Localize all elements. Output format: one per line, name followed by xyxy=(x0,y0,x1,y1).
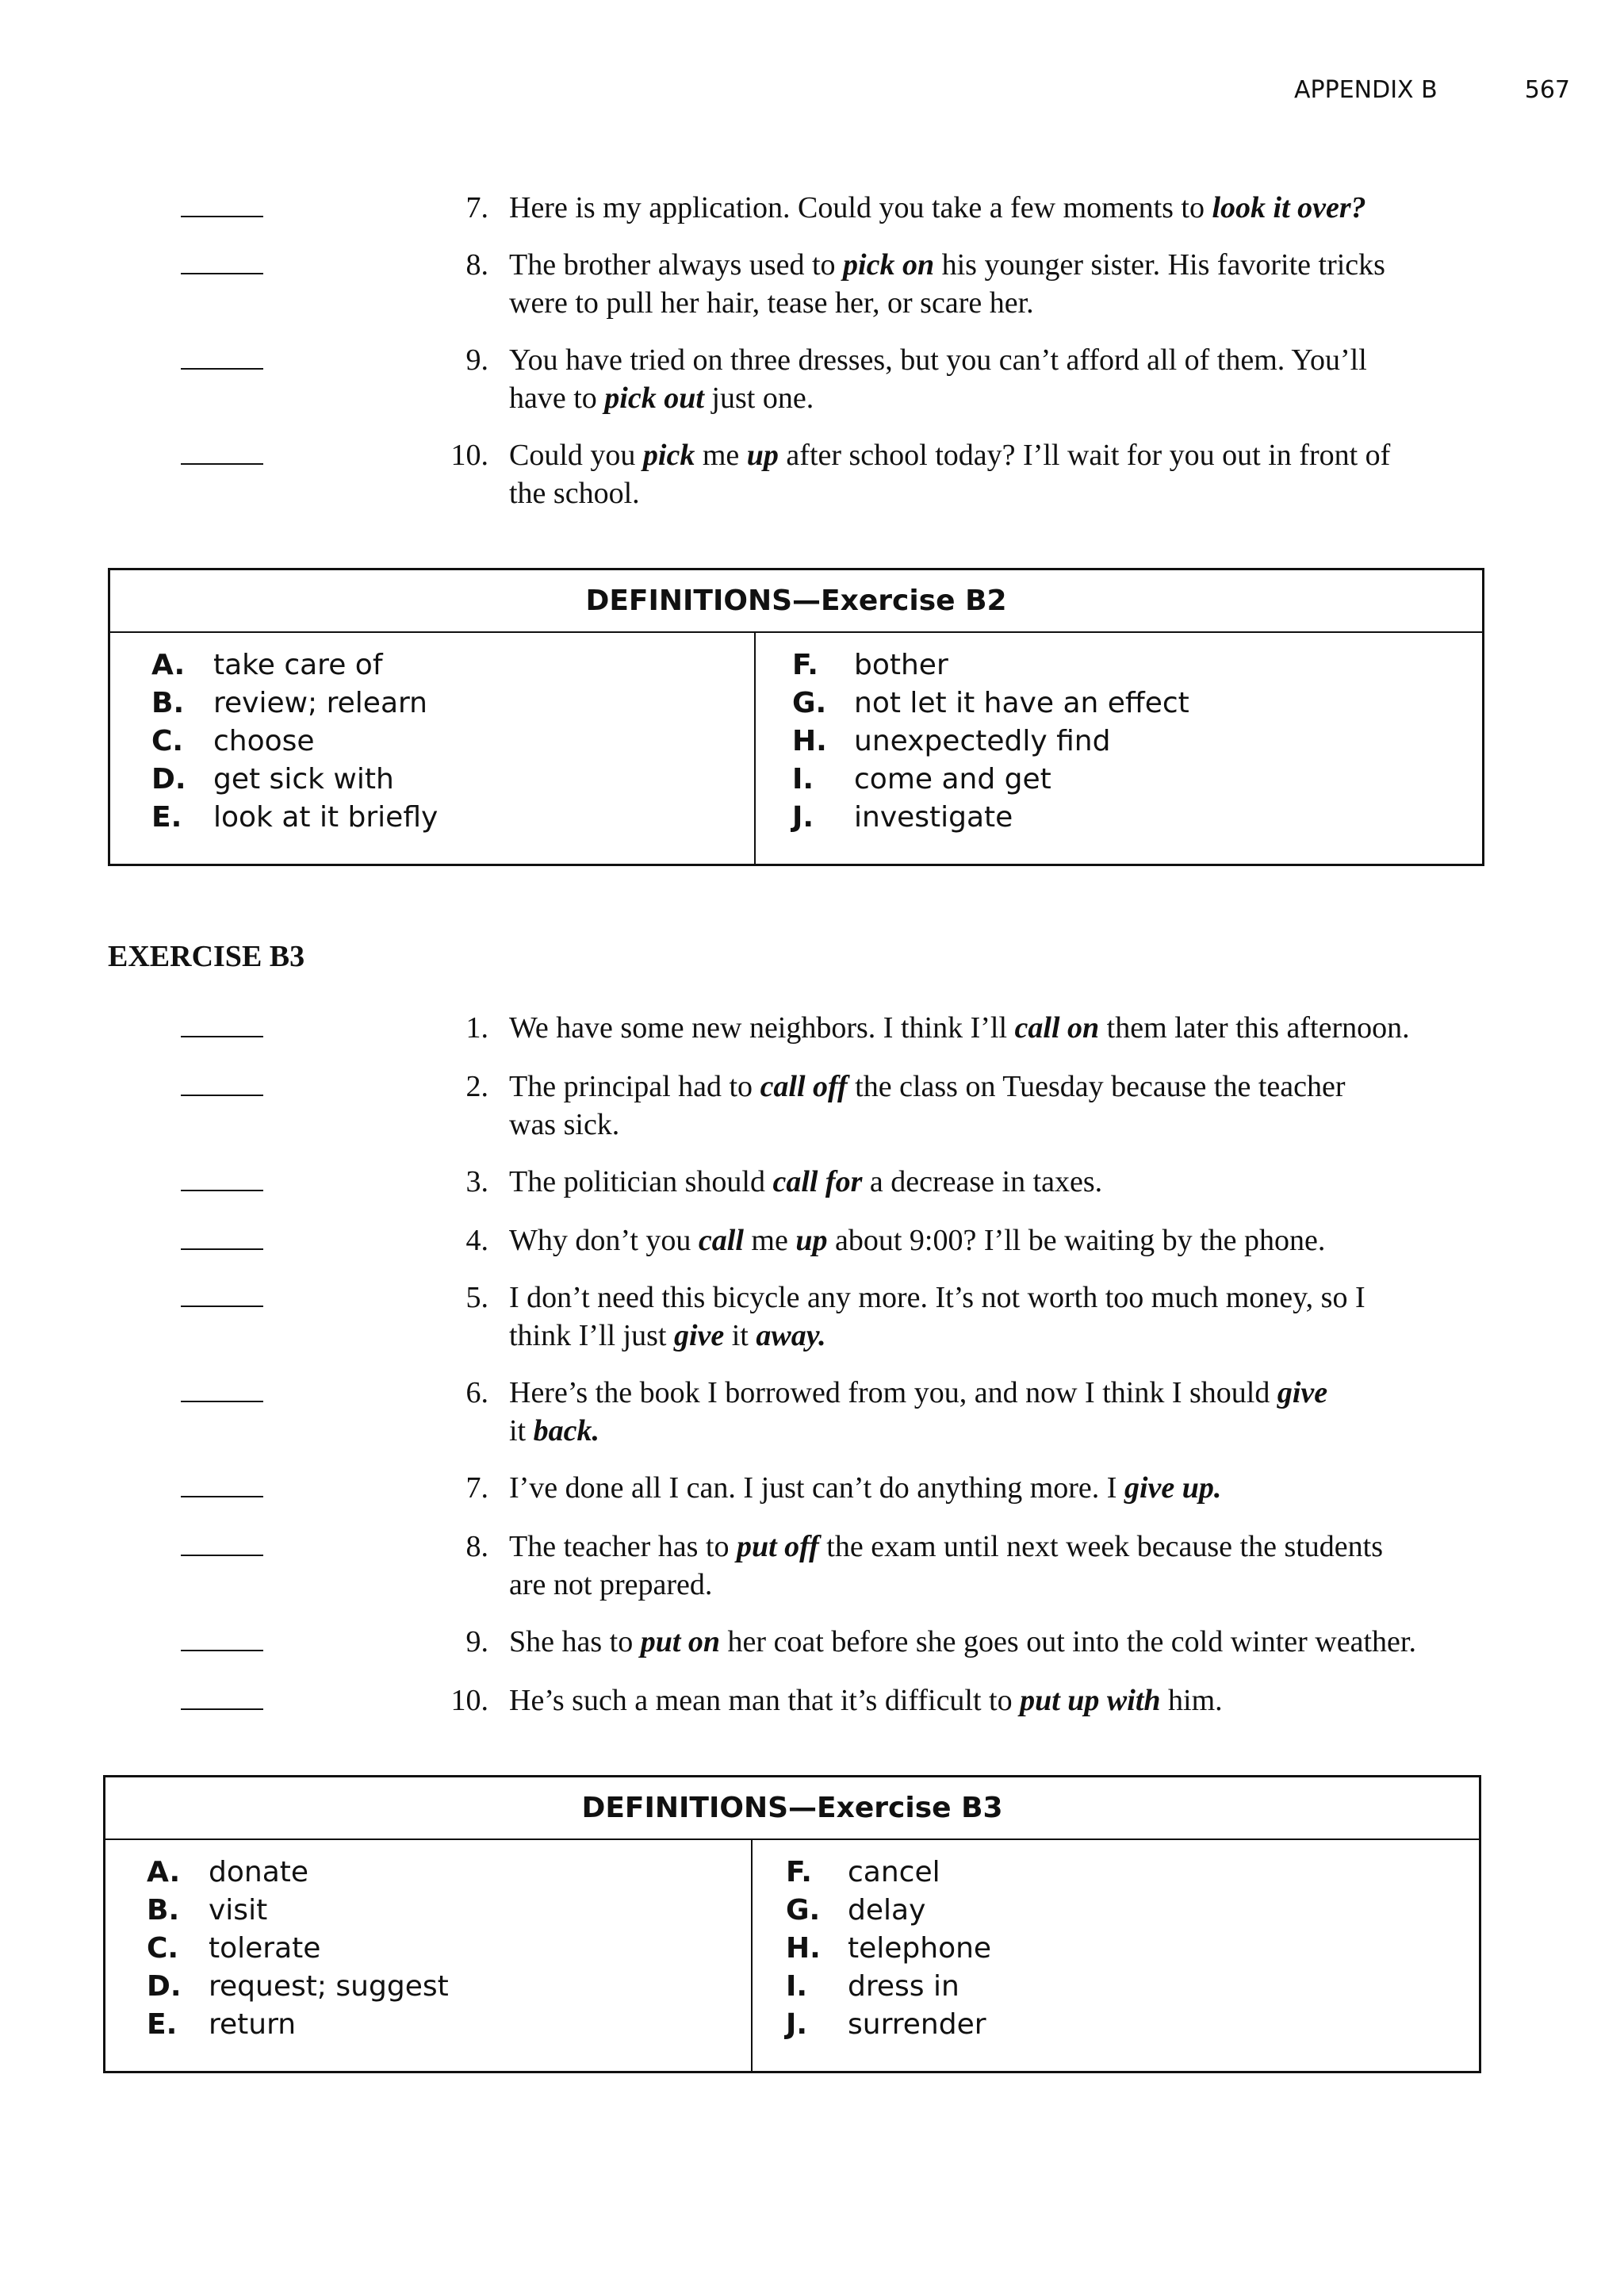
definitions-b2-title: DEFINITIONS—Exercise B2 xyxy=(110,570,1482,633)
phrasal-verb: call for xyxy=(772,1165,863,1198)
phrasal-verb: put up with xyxy=(1020,1684,1161,1717)
item-number: 6. xyxy=(465,1376,488,1409)
sentence-text: it xyxy=(509,1414,527,1447)
item-number: 7. xyxy=(465,191,488,224)
definition-letter: G. xyxy=(786,1894,821,1927)
page-number: 567 xyxy=(1524,76,1570,104)
phrasal-verb: give xyxy=(1277,1376,1328,1409)
definition-letter: E. xyxy=(147,2008,178,2041)
definition-text: not let it have an effect xyxy=(854,687,1189,719)
item-number: 2. xyxy=(465,1070,488,1103)
phrasal-verb: pick out xyxy=(604,382,704,415)
definitions-b3-box xyxy=(103,1775,1481,2073)
item-sentence xyxy=(509,341,1603,417)
phrasal-verb: pick xyxy=(642,439,695,472)
item-number: 10. xyxy=(450,1684,488,1717)
answer-blank[interactable] xyxy=(181,1708,263,1710)
definitions-b2-box xyxy=(108,568,1484,866)
item-number: 4. xyxy=(465,1224,488,1257)
sentence-text: He’s such a mean man that it’s difficult to xyxy=(509,1684,1021,1717)
sentence-text: it xyxy=(724,1319,756,1352)
sentence-text: Here is my application. Could you take a few moments to xyxy=(509,191,1212,224)
definition-letter: B. xyxy=(151,687,185,719)
definition-text: surrender xyxy=(848,2008,986,2041)
phrasal-verb: up xyxy=(795,1224,828,1257)
sentence-text: just one. xyxy=(703,382,814,415)
definition-letter: G. xyxy=(792,687,827,719)
definition-text: telephone xyxy=(848,1932,992,1965)
phrasal-verb: give up. xyxy=(1124,1471,1222,1505)
item-number: 8. xyxy=(465,1530,488,1563)
answer-blank[interactable] xyxy=(181,463,263,465)
running-head xyxy=(1237,76,1570,108)
phrasal-verb: put on xyxy=(640,1625,721,1658)
item-sentence xyxy=(509,1469,1603,1507)
definition-letter: F. xyxy=(792,649,818,681)
definition-letter: J. xyxy=(792,801,814,834)
item-sentence xyxy=(509,1279,1603,1355)
definition-letter: C. xyxy=(151,725,184,757)
sentence-text: The politician should xyxy=(509,1165,773,1198)
definition-text: come and get xyxy=(854,763,1051,796)
item-sentence xyxy=(509,1623,1603,1661)
answer-blank[interactable] xyxy=(181,1650,263,1651)
definition-letter: I. xyxy=(792,763,814,796)
answer-blank[interactable] xyxy=(181,1401,263,1402)
definition-letter: A. xyxy=(147,1856,181,1888)
definition-letter: H. xyxy=(792,725,827,757)
definition-letter: E. xyxy=(151,801,182,834)
phrasal-verb: away. xyxy=(756,1319,826,1352)
item-number: 7. xyxy=(465,1471,488,1505)
phrasal-verb: up xyxy=(746,439,779,472)
sentence-text: The principal had to xyxy=(509,1070,760,1103)
sentence-text: We have some new neighbors. I think I’ll xyxy=(509,1011,1015,1045)
definition-text: tolerate xyxy=(209,1932,321,1965)
phrasal-verb: call on xyxy=(1014,1011,1100,1045)
sentence-text: his younger sister. His favorite tricks were to pull her hair, tease her, or scare her. xyxy=(509,248,1385,320)
section-label: APPENDIX B xyxy=(1294,76,1438,104)
answer-blank[interactable] xyxy=(181,216,263,217)
definition-letter: I. xyxy=(786,1970,808,2003)
item-sentence xyxy=(509,189,1603,227)
sentence-text: him. xyxy=(1160,1684,1223,1717)
exercise-b3-heading: EXERCISE B3 xyxy=(108,940,305,973)
sentence-text: after school today? I’ll wait for you out in front of the school. xyxy=(509,439,1391,510)
item-number: 9. xyxy=(465,1625,488,1658)
definition-letter: B. xyxy=(147,1894,180,1927)
sentence-text: Could you xyxy=(509,439,643,472)
sentence-text: her coat before she goes out into the cold winter weather. xyxy=(720,1625,1416,1658)
sentence-text: Here’s the book I borrowed from you, and now I think I should xyxy=(509,1376,1277,1409)
definition-text: unexpectedly find xyxy=(854,725,1111,757)
sentence-text: me xyxy=(695,439,747,472)
sentence-text: the class on Tuesday because the teacher was sick. xyxy=(509,1070,1346,1141)
sentence-text: I don’t need this bicycle any more. It’s not worth too much money, so I think I’ll just xyxy=(509,1281,1365,1352)
definition-text: bother xyxy=(854,649,948,681)
phrasal-verb: put off xyxy=(736,1530,819,1563)
item-sentence xyxy=(509,1068,1603,1144)
sentence-text: The brother always used to xyxy=(509,248,844,282)
phrasal-verb: give xyxy=(673,1319,725,1352)
item-sentence xyxy=(509,1528,1603,1604)
item-sentence xyxy=(509,1221,1603,1260)
item-sentence xyxy=(509,246,1603,322)
answer-blank[interactable] xyxy=(181,1306,263,1307)
item-number: 1. xyxy=(465,1011,488,1045)
definition-text: cancel xyxy=(848,1856,940,1888)
definition-text: choose xyxy=(213,725,315,757)
phrasal-verb: call xyxy=(698,1224,744,1257)
answer-blank[interactable] xyxy=(181,1095,263,1096)
definition-text: request; suggest xyxy=(209,1970,449,2003)
sentence-text: I’ve done all I can. I just can’t do anything more. I xyxy=(509,1471,1124,1505)
item-number: 5. xyxy=(465,1281,488,1314)
definition-text: dress in xyxy=(848,1970,959,2003)
definition-letter: J. xyxy=(786,2008,808,2041)
item-number: 9. xyxy=(465,343,488,377)
definition-letter: A. xyxy=(151,649,186,681)
item-sentence xyxy=(509,1681,1603,1720)
phrasal-verb: pick on xyxy=(843,248,935,282)
answer-blank[interactable] xyxy=(181,1555,263,1556)
answer-blank[interactable] xyxy=(181,1248,263,1250)
item-sentence xyxy=(509,1163,1603,1201)
definition-text: visit xyxy=(209,1894,268,1927)
definition-text: look at it briefly xyxy=(213,801,439,834)
sentence-text: The teacher has to xyxy=(509,1530,737,1563)
item-number: 8. xyxy=(465,248,488,282)
sentence-text: You have tried on three dresses, but you can’t afford all of them. You’ll have to xyxy=(509,343,1367,415)
phrasal-verb: back. xyxy=(533,1414,599,1447)
item-sentence xyxy=(509,1374,1603,1450)
sentence-text: Why don’t you xyxy=(509,1224,699,1257)
definition-letter: F. xyxy=(786,1856,812,1888)
definition-text: take care of xyxy=(213,649,383,681)
definitions-divider xyxy=(751,1840,753,2071)
answer-blank[interactable] xyxy=(181,368,263,370)
definition-text: donate xyxy=(209,1856,309,1888)
definition-text: review; relearn xyxy=(213,687,427,719)
sentence-text: me xyxy=(743,1224,796,1257)
definition-letter: D. xyxy=(151,763,186,796)
answer-blank[interactable] xyxy=(181,1496,263,1497)
item-sentence xyxy=(509,1009,1603,1047)
answer-blank[interactable] xyxy=(181,1036,263,1037)
item-number: 10. xyxy=(450,439,488,472)
sentence-text: about 9:00? I’ll be waiting by the phone. xyxy=(827,1224,1326,1257)
answer-blank[interactable] xyxy=(181,1190,263,1191)
sentence-text: a decrease in taxes. xyxy=(862,1165,1103,1198)
definition-letter: H. xyxy=(786,1932,821,1965)
definition-letter: D. xyxy=(147,1970,182,2003)
definitions-divider xyxy=(754,633,756,864)
definition-text: investigate xyxy=(854,801,1013,834)
item-sentence xyxy=(509,436,1603,512)
sentence-text: them later this afternoon. xyxy=(1099,1011,1410,1045)
phrasal-verb: call off xyxy=(760,1070,848,1103)
answer-blank[interactable] xyxy=(181,273,263,274)
definition-text: delay xyxy=(848,1894,926,1927)
definition-text: get sick with xyxy=(213,763,394,796)
item-number: 3. xyxy=(465,1165,488,1198)
sentence-text: She has to xyxy=(509,1625,641,1658)
sentence-text: the exam until next week because the students are not prepared. xyxy=(509,1530,1384,1601)
phrasal-verb: look it over? xyxy=(1212,191,1366,224)
definition-letter: C. xyxy=(147,1932,179,1965)
definition-text: return xyxy=(209,2008,297,2041)
definitions-b3-title: DEFINITIONS—Exercise B3 xyxy=(105,1777,1479,1840)
